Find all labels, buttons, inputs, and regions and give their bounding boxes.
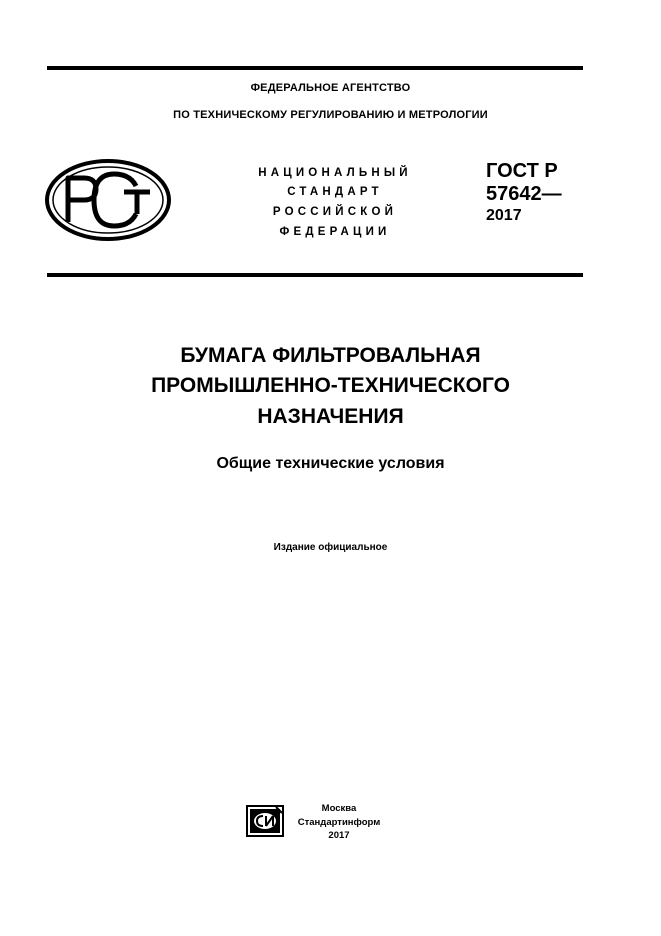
standard-label-line3: РОССИЙСКОЙ [272, 206, 398, 218]
standartinform-logo-icon [246, 805, 284, 837]
agency-name-line2: ПО ТЕХНИЧЕСКОМУ РЕГУЛИРОВАНИЮ И МЕТРОЛОГИИ [173, 109, 488, 121]
standard-designation [486, 160, 562, 226]
publisher-city: Москва [321, 803, 357, 814]
top-rule [47, 66, 583, 70]
document-title-line2: ПРОМЫШЛЕННО-ТЕХНИЧЕСКОГО [151, 374, 510, 397]
designation-prefix: ГОСТ Р [486, 160, 558, 182]
edition-note: Издание официальное [273, 542, 388, 553]
document-title-line3: НАЗНАЧЕНИЯ [257, 405, 404, 428]
standard-label-line1: НАЦИОНАЛЬНЫЙ [258, 167, 412, 179]
standard-label-line2: СТАНДАРТ [287, 186, 383, 198]
bottom-rule [47, 273, 583, 277]
rst-certification-mark-icon [44, 158, 172, 242]
publication-year: 2017 [328, 830, 350, 841]
document-subtitle: Общие технические условия [216, 455, 445, 472]
document-title-line1: БУМАГА ФИЛЬТРОВАЛЬНАЯ [180, 344, 481, 367]
publisher-name: Стандартинформ [297, 817, 381, 828]
designation-year: 2017 [486, 207, 522, 224]
designation-number: 57642— [486, 183, 562, 205]
standard-label-line4: ФЕДЕРАЦИИ [279, 226, 391, 238]
agency-name-line1: ФЕДЕРАЛЬНОЕ АГЕНТСТВО [250, 82, 411, 94]
